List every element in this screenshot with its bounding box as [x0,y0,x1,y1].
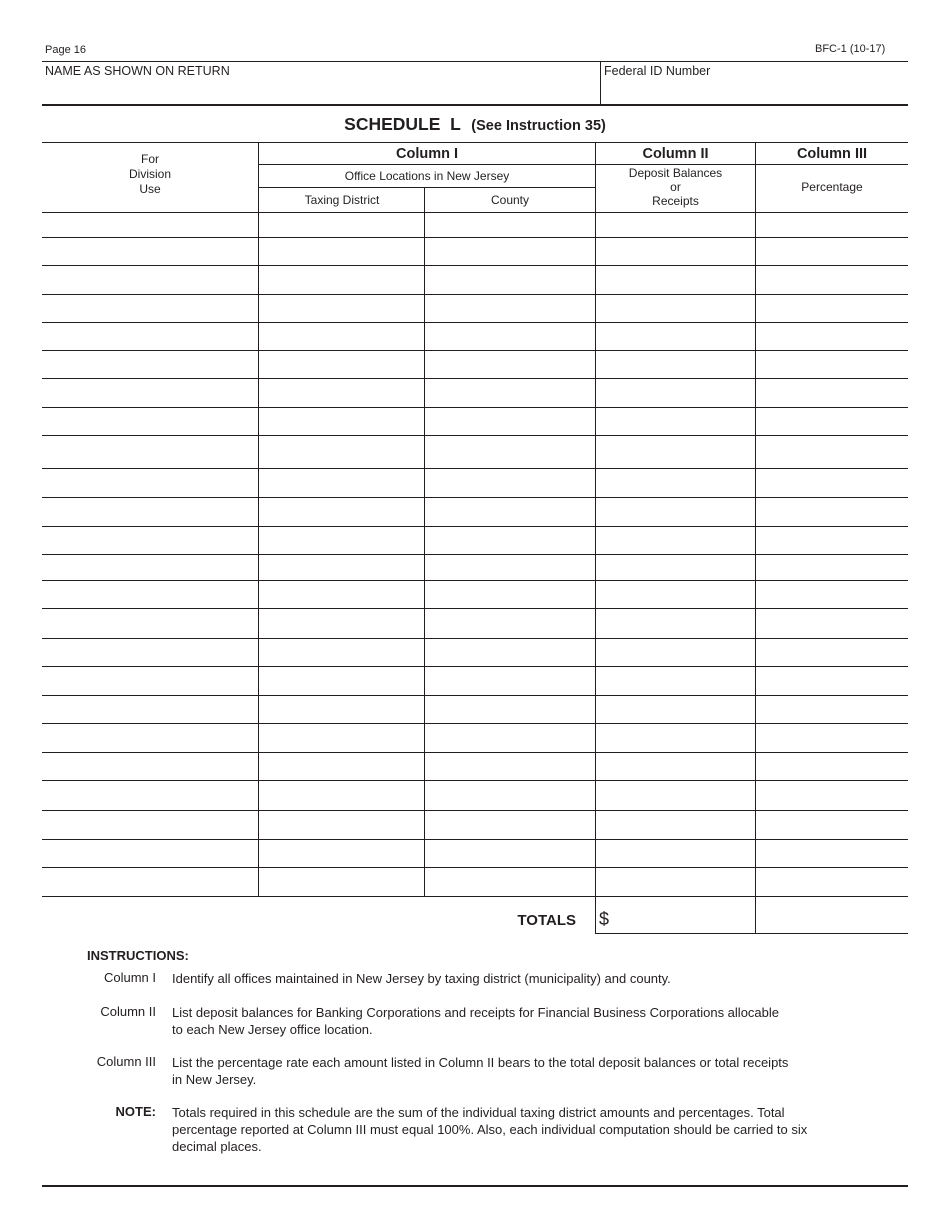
table-row[interactable] [42,294,908,295]
header-bottom-grid-rule [42,212,908,213]
column-2-subtitle-line: Receipts [652,194,699,208]
form-code: BFC-1 (10-17) [815,43,886,55]
table-row[interactable] [42,580,908,581]
table-row[interactable] [42,780,908,781]
column-divider [595,142,596,933]
table-row[interactable] [42,839,908,840]
instruction-text-note: Totals required in this schedule are the sum of the individual taxing district amounts and percentages. Total percentage reported at Column III must equal 100%. Also, each individual computation should be carried to six decimal places. [172,1105,808,1154]
federal-id-field[interactable] [601,62,908,104]
header-sub-rule [259,164,908,165]
table-row[interactable] [42,723,908,724]
instruction-label-column-2: Column II [100,1004,156,1019]
table-row[interactable] [42,378,908,379]
column-divider [755,142,756,933]
county-header: County [490,193,530,207]
table-row[interactable] [42,468,908,469]
column-3-title: Column III [796,146,868,162]
page-number: Page 16 [45,44,86,56]
header-bottom-rule [42,104,908,106]
instruction-label-note: NOTE: [115,1104,156,1119]
table-row[interactable] [42,666,908,667]
table-row[interactable] [42,435,908,436]
name-label: NAME AS SHOWN ON RETURN [45,64,230,78]
table-row[interactable] [42,896,908,897]
table-row[interactable] [42,608,908,609]
division-use-line: Use [139,182,161,196]
table-row[interactable] [42,810,908,811]
column-1-subtitle: Office Locations in New Jersey [344,169,510,183]
schedule-name: SCHEDULE L [344,114,461,134]
table-row[interactable] [42,497,908,498]
totals-bottom-rule [595,933,908,934]
federal-id-label: Federal ID Number [604,64,711,78]
column-3-subtitle: Percentage [801,180,863,194]
instruction-text-column-1: Identify all offices maintained in New Jersey by taxing district (municipality) and county. [172,971,671,986]
taxing-district-header: Taxing District [304,193,380,207]
instruction-text-column-3: List the percentage rate each amount listed in Column II bears to the total deposit balances or total receipts in New Jersey. [172,1055,789,1087]
column-2-subtitle-line: or [670,180,681,194]
table-row[interactable] [42,752,908,753]
table-row[interactable] [42,554,908,555]
instruction-label-column-3: Column III [96,1054,156,1069]
table-row[interactable] [42,407,908,408]
table-top-rule [42,142,908,143]
table-row[interactable] [42,322,908,323]
column-1-title: Column I [395,146,459,162]
instructions-heading: INSTRUCTIONS: [87,948,189,963]
footer-rule [42,1185,908,1187]
total-percentage-field[interactable] [757,898,907,932]
dollar-sign: $ [599,909,610,929]
name-field[interactable] [42,62,599,104]
column-divider [258,142,259,896]
table-row[interactable] [42,526,908,527]
schedule-title [0,114,950,135]
column-1-sub-rule [259,187,596,188]
totals-label: TOTALS [517,912,576,929]
division-use-header [42,152,258,197]
instruction-label-column-1: Column I [103,970,156,985]
table-row[interactable] [42,350,908,351]
table-row[interactable] [42,638,908,639]
total-deposits-field[interactable] [612,898,754,932]
column-2-title: Column II [642,146,709,162]
table-row[interactable] [42,237,908,238]
division-use-line: Division [128,167,171,181]
schedule-instruction-ref: (See Instruction 35) [471,118,606,134]
table-row[interactable] [42,265,908,266]
table-row[interactable] [42,867,908,868]
column-2-subtitle [596,166,755,208]
table-row[interactable] [42,695,908,696]
division-use-line: For [141,152,159,166]
column-2-subtitle-line: Deposit Balances [628,166,723,180]
instruction-text-column-2: List deposit balances for Banking Corporations and receipts for Financial Business Corporations allocable to each New Jersey office location. [172,1005,780,1037]
